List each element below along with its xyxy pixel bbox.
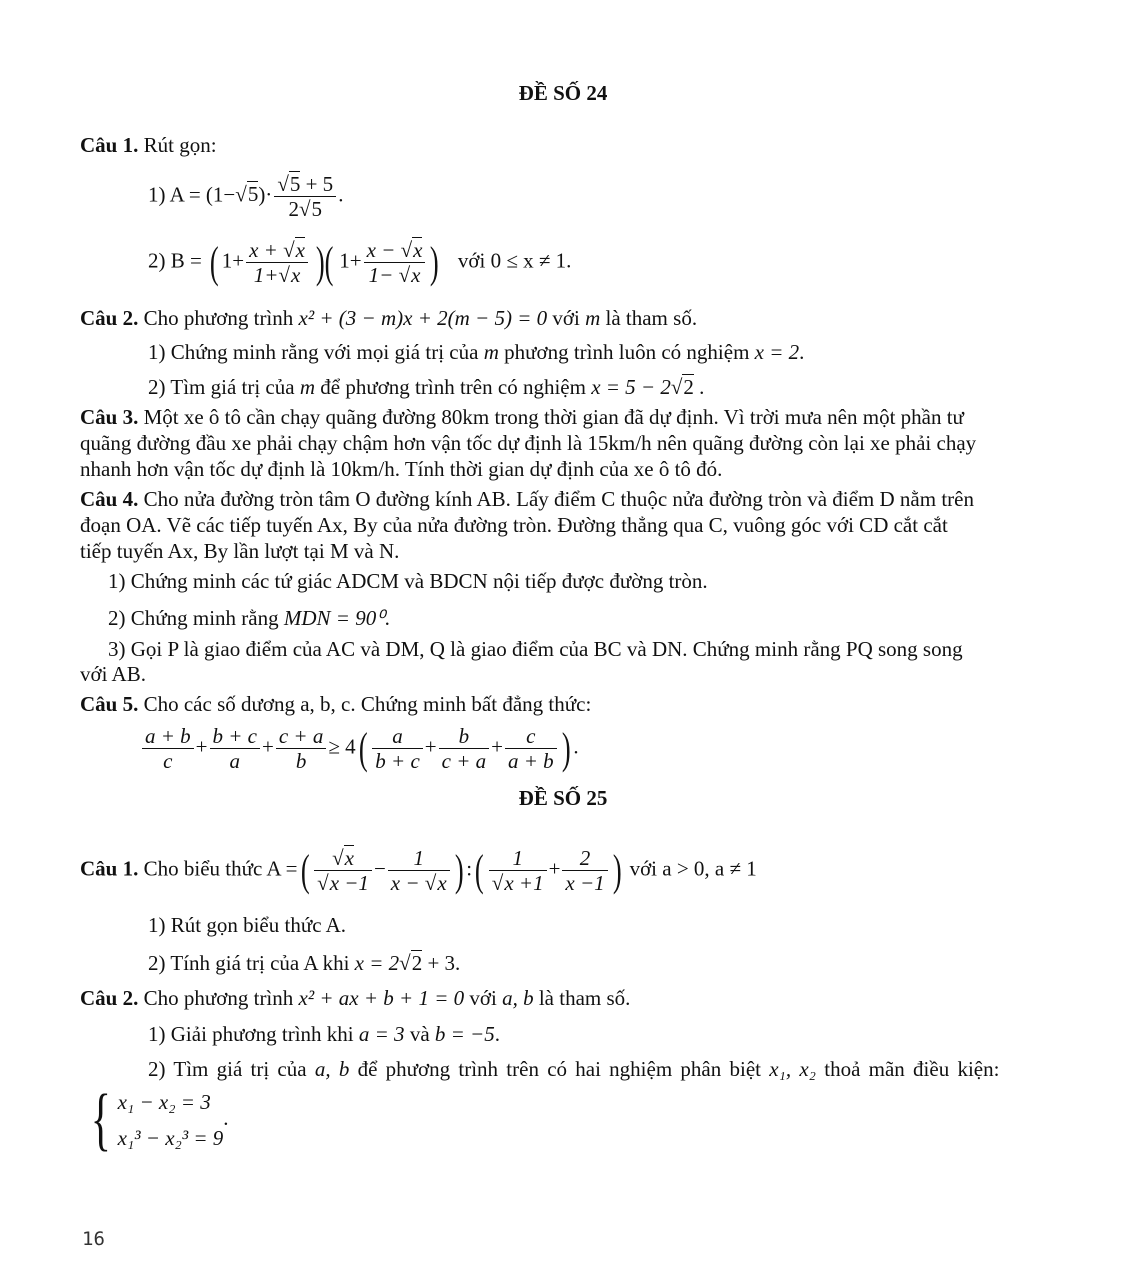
equation-system: { x₁ − x₂ = 3 x₁³ − x₂³ = 9 .: [90, 1081, 229, 1158]
question-2-25: Câu 2. Cho phương trình x² + ax + b + 1 = 0 với a, b là tham số.: [80, 986, 631, 1010]
question-2-24: Câu 2. Cho phương trình x² + (3 − m)x + 2(m − 5) = 0 với m là tham số.: [80, 306, 698, 330]
q1-part2-24: 2) B = ( 1+ $\frac{x + √x}{1+√x}$ )( 1+ $\frac{x - √x}{1- √x}$ ) với 0 ≤ x ≠ 1.: [148, 237, 572, 287]
q4-part3-line-2: với AB.: [80, 662, 146, 686]
question-5-24: Câu 5. Cho các số dương a, b, c. Chứng minh bất đẳng thức:: [80, 692, 592, 716]
q4-part2: 2) Chứng minh rằng MDN = 90⁰.: [108, 606, 390, 630]
q5-inequality: $\frac{a + b}{c}$ + $\frac{b + c}{a}$ + $\frac{c + a}{b}$ ≥ 4( $\frac{a}{b + c}$ + $\frac{b}{c + a}$ + $\frac{c}{a + b}$ ) .: [140, 724, 579, 773]
q1-part1-25: 1) Rút gọn biểu thức A.: [148, 913, 347, 937]
question-1-25: Câu 1. Cho biểu thức A =( $\frac{√x}{√x -1}$ − $\frac{1}{x - √x}$ ) :( $\frac{1}{√x +1}$ + $\frac{2}{x -1}$ ) với a > 0, a ≠ 1: [80, 845, 757, 895]
question-3-line-3: nhanh hơn vận tốc dự định là 10km/h. Tính thời gian dự định của xe ô tô đó.: [80, 457, 723, 481]
question-4-line-1: Câu 4. Cho nửa đường tròn tâm O đường kính AB. Lấy điểm C thuộc nửa đường tròn và điểm D nằm trên: [80, 487, 974, 511]
question-1-24: Câu 1. Rút gọn:: [80, 133, 217, 157]
q2-part1-25: 1) Giải phương trình khi a = 3 và b = −5.: [148, 1022, 500, 1046]
page-number: 16: [82, 1228, 105, 1250]
q4-part3-line-1: 3) Gọi P là giao điểm của AC và DM, Q là giao điểm của BC và DN. Chứng minh rằng PQ song song: [108, 637, 963, 661]
exam-title-25: ĐỀ SỐ 25: [518, 786, 608, 810]
exam-title-24: ĐỀ SỐ 24: [518, 81, 608, 105]
q1-part2-25: 2) Tính giá trị của A khi x = 2√2 + 3.: [148, 951, 461, 975]
q2-part2-25: 2) Tìm giá trị của a, b để phương trình trên có hai nghiệm phân biệt x₁, x₂ thoả mãn điều kiện:: [148, 1057, 1000, 1081]
q2-part2-24: 2) Tìm giá trị của m để phương trình trên có nghiệm x = 5 − 2√2 .: [148, 375, 705, 399]
q2-part1-24: 1) Chứng minh rằng với mọi giá trị của m phương trình luôn có nghiệm x = 2.: [148, 340, 805, 364]
question-3-line-1: Câu 3. Một xe ô tô cần chạy quãng đường 80km trong thời gian đã dự định. Vì trời mưa nên một phần tư: [80, 405, 964, 429]
question-4-line-2: đoạn OA. Vẽ các tiếp tuyến Ax, By của nửa đường tròn. Đường thẳng qua C, vuông góc với CD cắt cắt: [80, 513, 948, 537]
question-4-line-3: tiếp tuyến Ax, By lần lượt tại M và N.: [80, 539, 400, 563]
q4-part1: 1) Chứng minh các tứ giác ADCM và BDCN nội tiếp được đường tròn.: [108, 569, 708, 593]
q1-part1-24: 1) A = (1−√5)· $\frac{√5 + 5}{2√5}$ .: [148, 172, 344, 221]
question-3-line-2: quãng đường đầu xe phải chạy chậm hơn vận tốc dự định là 15km/h nên quãng đường còn lại xe phải chạy: [80, 431, 977, 455]
